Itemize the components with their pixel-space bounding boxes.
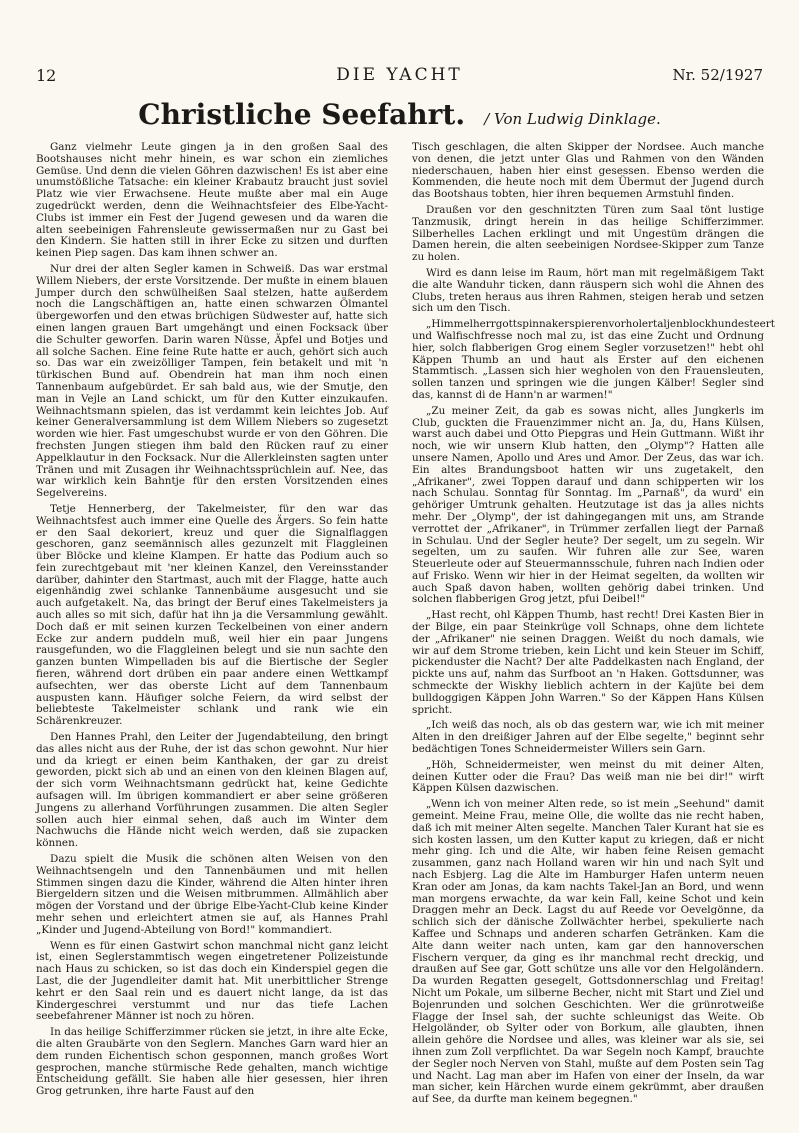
article-title: Christliche Seefahrt.: [138, 98, 466, 131]
paragraph: In das heilige Schifferzimmer rücken sie jetzt, in ihre alte Ecke, die alten Graubärte von den Seglern. Manches Garn ward hier an dem runden Eichentisch schon gesponnen, manch großes Wort gesprochen, manche stürmische Rede gehalten, manch wichtige Entscheidung gefällt. Sie haben alle hier gesessen, hier ihren Grog getrunken, ihre harte Faust auf den: [36, 1026, 388, 1098]
right-column: [412, 141, 775, 1106]
paragraph: „Ich weiß das noch, als ob das gestern war, wie ich mit meiner Alten in den dreißiger Jahren auf der Elbe segelte," beginnt sehr bedächtigen Tones Schneidermeister Willers sein Garn.: [412, 719, 764, 756]
left-column: [36, 142, 388, 1098]
paragraph: Draußen vor den geschnitzten Türen zum Saal tönt lustige Tanzmusik, dringt herein in das heilige Schifferzimmer. Silberhelles Lachen erklingt und mit Ungestüm drängen die Damen herein, die alten seebeinigen Nordsee-Skipper zum Tanze zu holen.: [412, 203, 764, 264]
paragraph: Ganz vielmehr Leute gingen ja in den großen Saal des Bootshauses nicht mehr hinein, es war schon ein ziemliches Gemüse. Und denn die vielen Göhren dazwischen! Es ist aber eine unumstößliche Tatsache: ein kleiner Krabautz braucht just soviel Platz wie vier Erwachsene. Heute mußte aber mal ein Auge zugedrückt werden, denn die Weihnachtsfeier des Elbe-Yacht-Clubs ist immer ein Fest der Jugend gewesen und da waren die alten seebeinigen Fahrensleute gewissermaßen nur zu Gast bei den Kindern. Sie hatten still in ihrer Ecke zu sitzen und durften keinen Piep sagen. Das kam ihnen schwer an.: [36, 141, 388, 260]
paragraph: Dazu spielt die Musik die schönen alten Weisen von den Weihnachtsengeln und den Tannenbäumen und mit hellen Stimmen singen dazu die Kinder, während die Alten hinter ihren Biergeldern sitzen und die Weisen mitbrummen. Allmählich aber mögen der Vorstand und der übrige Elbe-Yacht-Club keine Kinder mehr sehen und erleichtert atmen sie auf, als Hannes Prahl „Kinder und Jugend-Abteilung von Bord!" kommandiert.: [36, 853, 388, 936]
paragraph: Wird es dann leise im Raum, hört man mit regelmäßigem Takt die alte Wanduhr ticken, dann räuspern sich wohl die Ahnen des Clubs, treten heraus aus ihren Rahmen, steigen herab und setzen sich um den Tisch.: [412, 266, 764, 315]
paragraph: „Himmelherrgottspinnakerspierenvorholertaljenblockhundesteert und Walfischfresse noch mal zu, ist das eine Zucht und Ordnung hier, solch flabberigen Grog einem Segler vorzusetzen!" hebt ohl Käppen Thumb an und haut als Erster auf den eichenen Stammtisch. „Lassen sich hier wegholen von den Frauensleuten, sollen tanzen und springen wie die jungen Kälber! Segler sind das, kannst di de Hann'n ar warmen!": [412, 318, 775, 401]
issue-number: Nr. 52/1927: [672, 66, 763, 84]
page-number: 12: [36, 66, 57, 85]
paragraph: „Hast recht, ohl Käppen Thumb, hast recht! Drei Kasten Bier in der Bilge, ein paar Steinkrüge voll Schnaps, ohne dem lichtete der „Afrikaner" nie seinen Draggen. Weißt du noch damals, wie wir auf dem Strome trieben, kein Licht und kein Steuer im Schiff, pickenduster die Nacht? Der alte Paddelkasten nach England, der pickte uns auf, nahm das Surfboot an 'n Haken. Gottsdunner, was schmeckte der Wiskhy lieblich achtern in der Kajüte bei dem bulldoggigen Käppen John Warren." So der Käppen Hans Külsen spricht.: [412, 609, 764, 716]
paragraph: „Höh, Schneidermeister, wen meinst du mit deiner Alten, deinen Kutter oder die Frau? Das weiß man nie bei dir!" wirft Käppen Külsen dazwischen.: [412, 758, 764, 795]
paragraph: „Wenn ich von meiner Alten rede, so ist mein „Seehund" damit gemeint. Meine Frau, meine Olle, die wollte das nie recht haben, daß ich mit meiner Alten segelte. Manchen Taler Kurant hat sie es sich kosten lassen, um den Kutter kaput zu kriegen, daß er nicht mehr ging. Ich und die Alte, wir haben feine Reisen gemacht zusammen, ganz nach Holland waren wir hin und nach Sylt und nach Esbjerg. Lag die Alte im Hamburger Hafen unterm neuen Kran oder am Jonas, da kam nachts Takel-Jan an Bord, und wenn man morgens erwachte, da war kein Fall, keine Schot und kein Draggen mehr an Deck. Lagst du auf Reede vor Oevelgönne, da schlich sich der dänische Zollwächter herbei, spekulierte nach Kaffee und Schnaps und anderen scharfen Getränken. Kam die Alte dann weiter nach unten, kam gar den hannoverschen Fischern verquer, da ging es ihr manchmal recht dreckig, und draußen auf See gar, Gott schütze uns alle vor den Helgoländern. Da wurden Regatten gesegelt, Gottsdonnerschlag und Freitag! Nicht um Pokale, um silberne Becher, nicht mit Start und Ziel und Bojenrunden und solchen Geschichten. Wer die grünrotweiße Flagge der Insel sah, der suchte schleunigst das Weite. Ob Helgoländer, ob Sylter oder von Borkum, alle glaubten, ihnen allein gehöre die Nordsee und alles, was kleiner war als sie, sei ihnen zum Zoll verpflichtet. Da war Segeln noch Kampf, brauchte der Segler noch Nerven von Stahl, mußte auf dem Posten sein Tag und Nacht. Lag man aber im Hafen von einer der Inseln, da war man sicher, kein Härchen wurde einem gekrümmt, aber draußen auf See, da durfte man keinem begegnen.": [412, 798, 764, 1106]
page-header: [36, 66, 763, 90]
paragraph: Nur drei der alten Segler kamen in Schweiß. Das war erstmal Willem Niebers, der erste Vorsitzende. Der mußte in einem blauen Jumper durch den schwülheißen Saal stelzen, hatte außerdem noch die Langschäftigen an, hatte einen schwarzen Ölmantel übergeworfen und den etwas brüchigen Südwester auf, hatte sich einen langen grauen Bart umgehängt und einen Focksack über die Schulter geworfen. Darin waren Nüsse, Äpfel und Botjes und all solche Sachen. Eine feine Rute hatte er auch, gehört sich auch so. Das war ein zweizölliger Tampen, fein betakelt und mit 'n türkischen Bund auf. Obendrein hat man ihm noch einen Tannenbaum aufgebürdet. Er sah bald aus, wie der Smutje, den man in Vejle an Land schickt, um für den Kutter einzukaufen. Weihnachtsmann spielen, das ist verdammt kein leichtes Job. Auf keiner Generalversammlung ist dem Willem Niebers so zugesetzt worden wie hier. Fast umgeschubst wurde er von den Göhren. Die frechsten Jungen stiegen ihm bald den Rücken rauf zu einer Appelklautur in den Focksack. Nur die Allerkleinsten sagten unter Tränen und mit Zusagen ihr Weihnachtssprüchlein auf. Nee, das war wirklich kein Bahntje für den ersten Vorsitzenden eines Segelvereins.: [36, 262, 388, 500]
paragraph: Tetje Hennerberg, der Takelmeister, für den war das Weihnachtsfest auch immer eine Quelle des Ärgers. So fein hatte er den Saal dekoriert, kreuz und quer die Signalflaggen geschoren, ganz seemännisch alles gezunzelt mit Flaggleinen über Blöcke und kleine Klampen. Er hatte das Podium auch so fein zurechtgebaut mit 'ner kleinen Kanzel, den Vereinsstander darüber, dahinter den Startmast, auch mit der Flagge, hatte auch eigenhändig zwei schlanke Tannenbäume ausgesucht und sie auch aufgetakelt. Na, das bringt der Beruf eines Takelmeisters ja auch alles so mit sich, dafür hat ihn ja die Versammlung gewählt. Doch daß er mit seinen kurzen Teckelbeinen von einer andern Ecke zur andern puddeln muß, weil hier ein paar Jungens rausgefunden, wo die Flaggleinen belegt und sie nun sachte den ganzen bunten Wimpelladen bis auf die Biertische der Segler fieren, während dort drüben ein paar andere einen Wettkampf aufsechten, wer das oberste Licht auf dem Tannenbaum auspusten kann. Häufiger solche Feiern, da wird selbst der beliebteste Takelmeister schlank und rank wie ein Schärenkreuzer.: [36, 502, 388, 728]
magazine-title: DIE YACHT: [336, 65, 463, 85]
article-author: / Von Ludwig Dinklage.: [484, 110, 661, 128]
paragraph: Den Hannes Prahl, den Leiter der Jugendabteilung, den bringt das alles nicht aus der Ruhe, der ist das schon gewohnt. Nur hier und da kriegt er einen beim Kanthaken, der gar zu dreist geworden, pickt sich ab und an einen von den kleinen Blagen auf, der sich vorm Weihnachtsmann gedrückt hat, keine Gedichte aufsagen will. Im übrigen kommandiert er aber seine größeren Jungens zu allerhand Vorführungen zusammen. Die alten Segler sollen auch hier einmal sehen, daß auch im Winter dem Nachwuchs die Hände nicht weich werden, daß sie zupacken können.: [36, 731, 388, 850]
paragraph: Wenn es für einen Gastwirt schon manchmal nicht ganz leicht ist, einen Seglerstammtisch wegen eingetretener Polizeistunde nach Haus zu schicken, so ist das doch ein Kinderspiel gegen die Last, die der Jugendleiter damit hat. Mit unerbittlicher Strenge kehrt er den Saal rein und es dauert nicht lange, da ist das Kindergeschrei verstummt und nur das tiefe Lachen seebefahrener Männer ist noch zu hören.: [36, 939, 388, 1023]
article-heading: [0, 98, 799, 131]
paragraph: Tisch geschlagen, die alten Skipper der Nordsee. Auch manche von denen, die jetzt unter Glas und Rahmen von den Wänden niederschauen, haben hier einst gesessen. Ebenso werden die Kommenden, die heute noch mit dem Übermut der Jugend durch das Bootshaus tobten, hier ihren bequemen Armstuhl finden.: [412, 141, 764, 201]
paragraph: „Zu meiner Zeit, da gab es sowas nicht, alles Jungkerls im Club, guckten die Frauenzimmer nicht an. Ja, du, Hans Külsen, warst auch dabei und Otto Piepgras und Hein Guttmann. Wißt ihr noch, wie wir unsern Klub hatten, den „Olymp"? Hatten alle unsere Namen, Apollo und Ares und Amor. Der Zeus, das war ich. Ein altes Brandungsboot hatten wir uns zugetakelt, den „Afrikaner", zwei Toppen darauf und dann schipperten wir los nach Schulau. Sonntag für Sonntag. Im „Parnaß", da wurd' ein gehöriger Umtrunk gehalten. Heutzutage ist das ja alles nichts mehr. Der „Olymp", der ist dahingegangen mit uns, am Strande verrottet der „Afrikaner", in Trümmer zerfallen liegt der Parnaß in Schulau. Und der Segler heute? Der segelt, um zu segeln. Wir segelten, um zu saufen. Wir fuhren alle zur See, waren Steuerleute oder auf Steuermannsschule, fuhren nach Indien oder auf Frisko. Wenn wir hier in der Heimat segelten, da wollten wir auch Spaß davon haben, wollten gehörig dabei trinken. Und solchen flabberigen Grog jetzt, pfui Deibel!": [412, 404, 764, 606]
